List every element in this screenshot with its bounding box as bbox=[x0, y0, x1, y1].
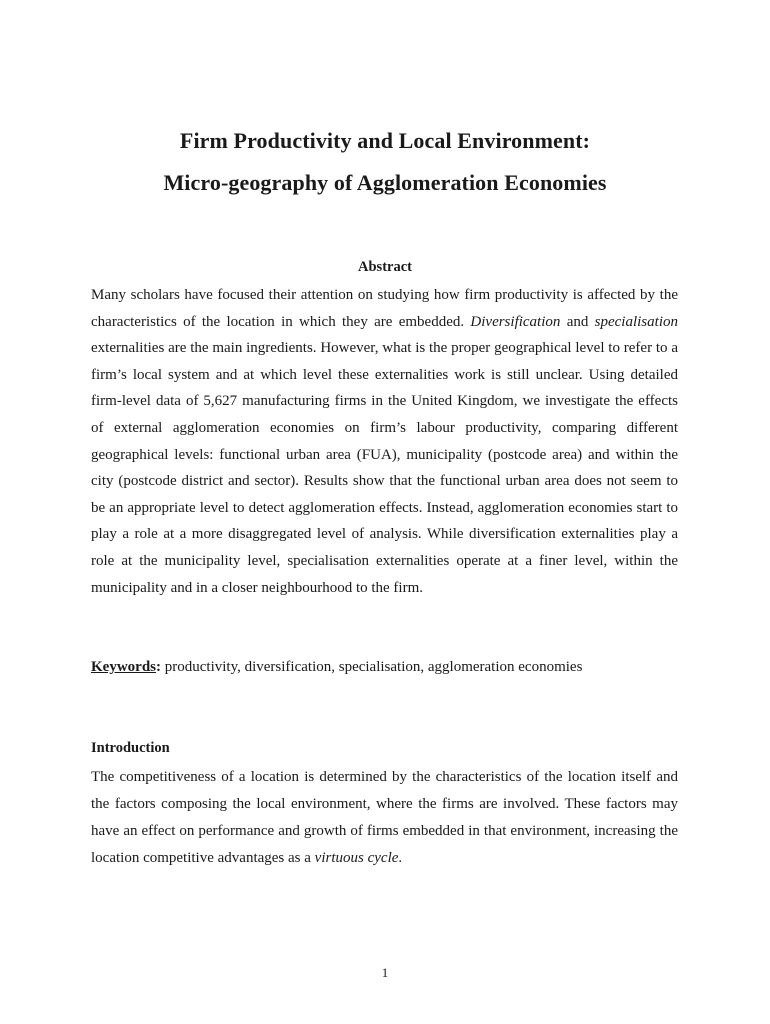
keywords-label: Keywords bbox=[91, 659, 156, 675]
paper-title-line-1: Firm Productivity and Local Environment: bbox=[179, 128, 591, 153]
introduction-text-1: The competitiveness of a location is determined by the characteristics of the location itself and the factors composing the local environment, where the firms are involved. These factors may have an effect on performance and growth of firms embedded in that environment, increasing the location competitive advantages as a bbox=[91, 769, 678, 866]
introduction-paragraph bbox=[91, 764, 678, 872]
keywords-line bbox=[91, 656, 691, 678]
keywords-text: productivity, diversification, specialisation, agglomeration economies bbox=[161, 659, 583, 675]
abstract-emphasis-specialisation: specialisation bbox=[594, 313, 678, 330]
introduction-text-2: . bbox=[398, 850, 403, 866]
abstract-paragraph bbox=[91, 282, 678, 601]
keywords-colon: : bbox=[156, 659, 161, 675]
abstract-emphasis-diversification: Diversification bbox=[470, 313, 561, 330]
abstract-text-3: externalities are the main ingredients. However, what is the proper geographical level to refer to a firm’s local system and at which level these externalities work is still unclear. Using detailed firm-level data of 5,627 manufacturing firms in the United Kingdom, we investigate the effects of external agglomeration economies on firm’s labour productivity, comparing different geographical levels: functional urban area (FUA), municipality (postcode area) and within the city (postcode district and sector). Results show that the functional urban area does not seem to be an appropriate level to detect agglomeration effects. Instead, agglomeration economies start to play a role at a more disaggregated level of analysis. While diversification externalities play a role at the municipality level, specialisation externalities operate at a finer level, within the municipality and in a closer neighbourhood to the firm. bbox=[91, 340, 678, 596]
page-number: 1 bbox=[381, 965, 389, 980]
abstract-text-1: Many scholars have focused their attention on studying how firm productivity is affected by the characteristics of the location in which they are embedded. bbox=[91, 287, 678, 330]
abstract-text-2: and bbox=[560, 313, 595, 330]
abstract-heading: Abstract bbox=[358, 259, 412, 275]
introduction-emphasis-virtuous-cycle: virtuous cycle bbox=[314, 850, 399, 866]
introduction-heading: Introduction bbox=[91, 740, 170, 756]
paper-title-line-2: Micro-geography of Agglomeration Economies bbox=[163, 170, 607, 195]
